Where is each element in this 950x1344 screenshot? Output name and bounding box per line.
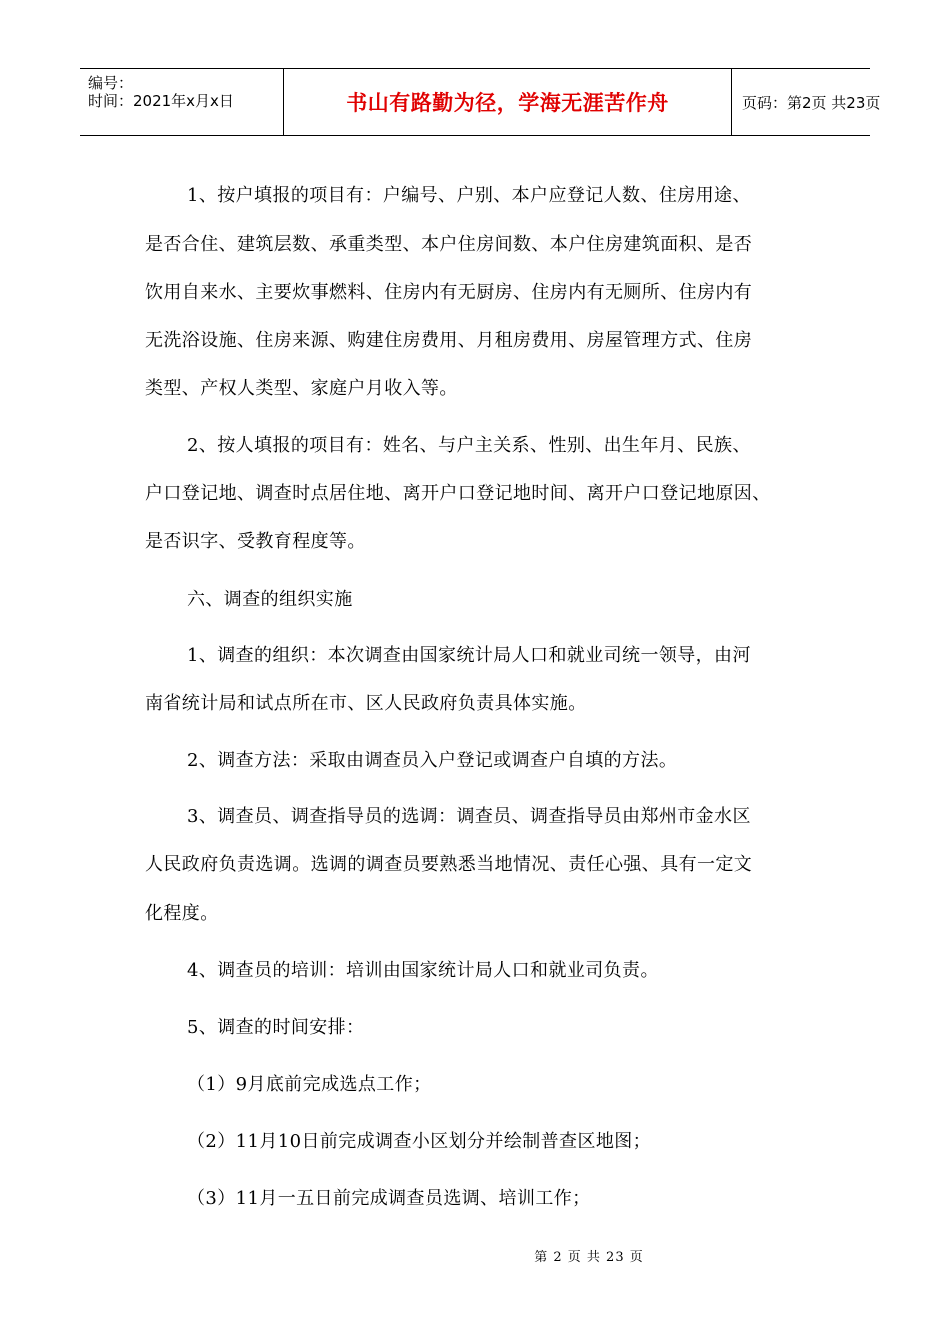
text-line: 5、调查的时间安排： [187, 1017, 365, 1038]
header-motto: 书山有路勤为径，学海无涯苦作舟 [346, 91, 669, 115]
text-line: 是否合住、建筑层数、承重类型、本户住房间数、本户住房建筑面积、是否 [145, 234, 753, 255]
text-line: （1）9月底前完成选点工作； [187, 1074, 432, 1095]
text-line: 1、按户填报的项目有：户编号、户别、本户应登记人数、住房用途、 [187, 185, 751, 206]
text-line: 南省统计局和试点所在市、区人民政府负责具体实施。 [145, 693, 587, 714]
text-line: 类型、产权人类型、家庭户月收入等。 [145, 378, 458, 399]
document-date-label: 时间：2021年x月x日 [88, 92, 234, 110]
text-line: （2）11月10日前完成调查小区划分并绘制普查区地图； [187, 1131, 652, 1152]
text-line: 人民政府负责选调。选调的调查员要熟悉当地情况、责任心强、具有一定文 [145, 854, 753, 875]
text-line: 2、按人填报的项目有：姓名、与户主关系、性别、出生年月、民族、 [187, 435, 751, 456]
text-line: 2、调查方法：采取由调查员入户登记或调查户自填的方法。 [187, 750, 678, 771]
text-line: 饮用自来水、主要炊事燃料、住房内有无厨房、住房内有无厕所、住房内有 [145, 282, 753, 303]
section-heading: 六、调查的组织实施 [187, 589, 353, 610]
text-line: 是否识字、受教育程度等。 [145, 531, 366, 552]
header-motto-cell [283, 69, 732, 135]
text-line: 1、调查的组织：本次调查由国家统计局人口和就业司统一领导，由河 [187, 645, 751, 666]
header-meta-cell [80, 69, 283, 135]
header-page-cell [732, 69, 881, 135]
text-line: 3、调查员、调查指导员的选调：调查员、调查指导员由郑州市金水区 [187, 806, 751, 827]
text-line: 化程度。 [145, 903, 219, 924]
page-footer: 第 2 页 共 23 页 [534, 1250, 644, 1265]
text-line: 4、调查员的培训：培训由国家统计局人口和就业司负责。 [187, 960, 659, 981]
header-page-number: 页码：第2页 共23页 [742, 93, 881, 112]
document-number-label: 编号： [88, 74, 134, 92]
text-line: 无洗浴设施、住房来源、购建住房费用、月租房费用、房屋管理方式、住房 [145, 330, 753, 351]
text-line: （3）11月一五日前完成调查员选调、培训工作； [187, 1188, 591, 1209]
page-header [80, 68, 881, 136]
text-line: 户口登记地、调查时点居住地、离开户口登记地时间、离开户口登记地原因、 [145, 483, 771, 504]
